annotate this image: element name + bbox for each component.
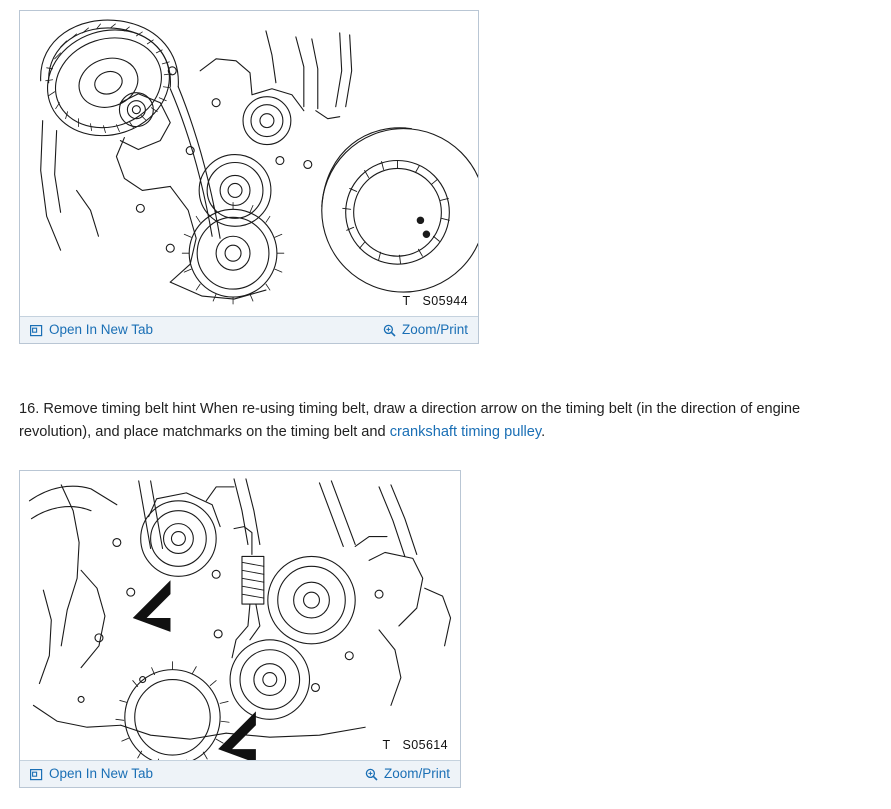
open-in-new-tab-label-2: Open In New Tab	[49, 766, 154, 782]
step-text-after-link: .	[541, 423, 546, 440]
figure-2-code-value: S05614	[402, 738, 448, 752]
figure-2-code-prefix: T	[382, 738, 391, 752]
open-in-new-tab-icon	[30, 768, 43, 781]
step-paragraph	[19, 398, 864, 444]
figure-1-code	[402, 294, 468, 308]
crankshaft-timing-pulley-link[interactable]: crankshaft timing pulley	[389, 423, 542, 440]
figure-2-toolbar	[20, 760, 460, 787]
figure-2-code	[382, 738, 448, 752]
open-in-new-tab-label-1: Open In New Tab	[49, 322, 154, 338]
zoom-print-button-2[interactable]	[365, 767, 450, 781]
magnifier-icon	[365, 768, 378, 781]
magnifier-icon	[383, 324, 396, 337]
open-in-new-tab-icon	[30, 324, 43, 337]
figure-timing-belt-1	[19, 10, 479, 344]
figure-1-code-value: S05944	[422, 294, 468, 308]
zoom-print-label-2: Zoom/Print	[383, 766, 450, 782]
zoom-print-label-1: Zoom/Print	[401, 322, 468, 338]
figure-1-image	[20, 11, 478, 316]
zoom-print-button-1[interactable]	[383, 323, 468, 337]
figure-timing-belt-2	[19, 470, 461, 788]
figure-2-image	[20, 471, 460, 760]
figure-1-toolbar	[20, 316, 478, 343]
open-in-new-tab-button-2[interactable]	[30, 767, 153, 781]
open-in-new-tab-button-1[interactable]	[30, 323, 153, 337]
figure-1-code-prefix: T	[402, 294, 411, 308]
step-text-before-link: 16. Remove timing belt hint When re-using timing belt, draw a direction arrow on the timing belt (in the direction of engine revolution), and place matchmarks on the timing belt and	[19, 400, 801, 440]
